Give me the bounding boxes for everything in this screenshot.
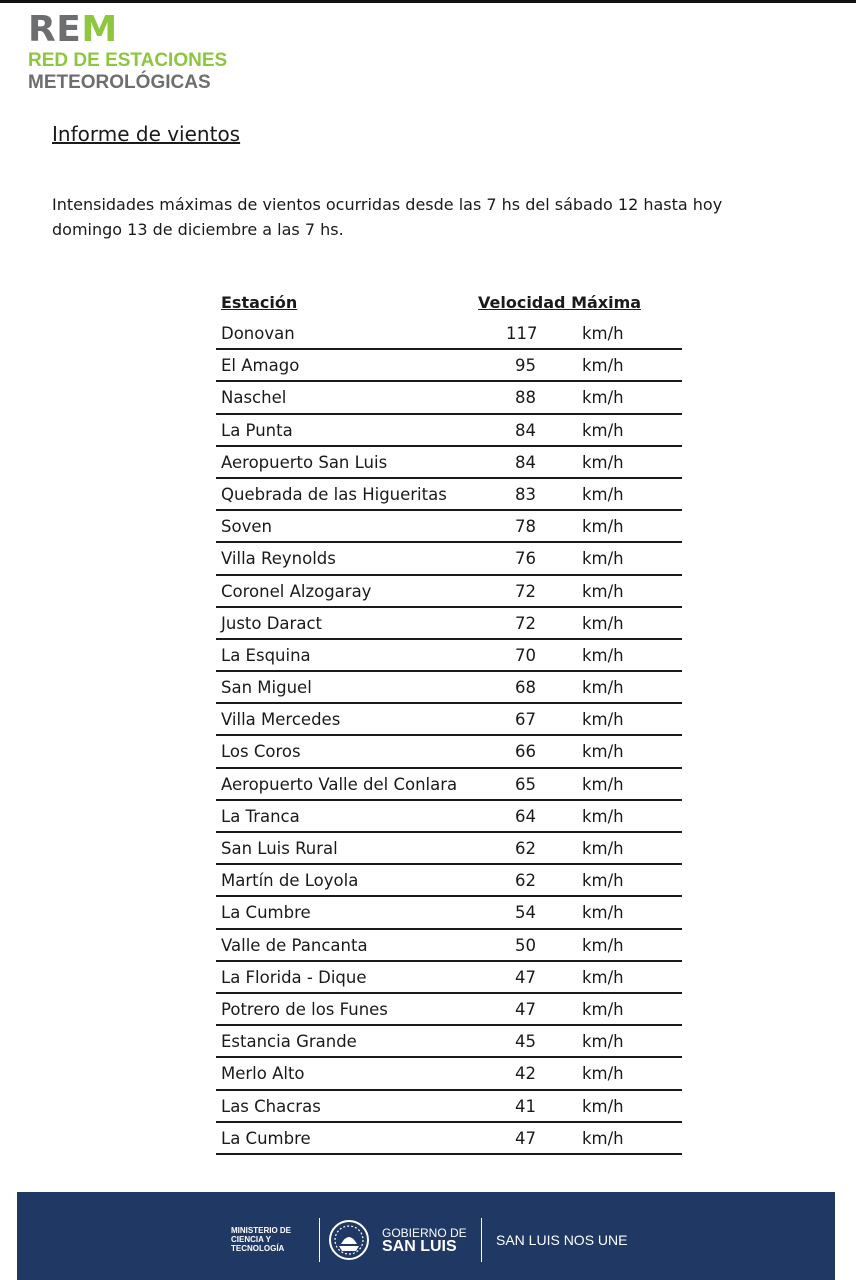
max-speed-value: 54 <box>515 903 536 923</box>
gov-line-2: SAN LUIS <box>382 1238 457 1255</box>
max-speed-value: 95 <box>515 356 536 376</box>
speed-unit: km/h <box>582 517 624 537</box>
table-row <box>216 576 682 608</box>
max-speed-value: 70 <box>515 645 536 665</box>
report-intro: Intensidades máximas de vientos ocurridas desde las 7 hs del sábado 12 hasta hoy domingo 13 de diciembre a las 7 hs. <box>52 195 723 239</box>
speed-unit: km/h <box>582 678 624 698</box>
station-name: Los Coros <box>221 742 301 762</box>
table-row <box>216 415 682 447</box>
max-speed-value: 76 <box>515 549 536 569</box>
max-speed-value: 72 <box>515 581 536 601</box>
table-row <box>216 479 682 511</box>
table-row <box>216 511 682 543</box>
max-speed-value: 72 <box>515 613 536 633</box>
table-row <box>216 930 682 962</box>
station-name: Merlo Alto <box>221 1064 305 1084</box>
speed-unit: km/h <box>582 742 624 762</box>
table-row <box>216 962 682 994</box>
table-header <box>216 290 682 318</box>
station-name: Potrero de los Funes <box>221 999 388 1019</box>
station-name: Villa Mercedes <box>221 710 341 730</box>
table-row <box>216 1123 682 1155</box>
table-body <box>216 318 682 1155</box>
speed-unit: km/h <box>582 645 624 665</box>
table-row <box>216 382 682 414</box>
max-speed-value: 68 <box>515 678 536 698</box>
table-row <box>216 865 682 897</box>
max-speed-value: 65 <box>515 774 536 794</box>
speed-unit: km/h <box>582 420 624 440</box>
footer-divider <box>319 1218 320 1262</box>
station-name: Justo Daract <box>221 613 322 633</box>
speed-unit: km/h <box>582 774 624 794</box>
table-row <box>216 833 682 865</box>
speed-unit: km/h <box>582 388 624 408</box>
table-row <box>216 1026 682 1058</box>
station-name: Soven <box>221 517 272 537</box>
speed-unit: km/h <box>582 1096 624 1116</box>
max-speed-value: 84 <box>515 452 536 472</box>
logo-abbr-accent: M <box>81 9 118 50</box>
speed-unit: km/h <box>582 452 624 472</box>
speed-unit: km/h <box>582 1032 624 1052</box>
footer-banner <box>17 1192 835 1280</box>
speed-unit: km/h <box>582 484 624 504</box>
government-logo <box>382 1226 467 1254</box>
max-speed-value: 47 <box>515 1128 536 1148</box>
speed-unit: km/h <box>582 871 624 891</box>
table-row <box>216 608 682 640</box>
max-speed-value: 117 <box>506 324 538 343</box>
speed-unit: km/h <box>582 935 624 955</box>
table-row <box>216 897 682 929</box>
wind-table <box>216 290 682 1155</box>
speed-unit: km/h <box>582 324 624 343</box>
station-name: Coronel Alzogaray <box>221 581 372 601</box>
speed-unit: km/h <box>582 356 624 376</box>
station-name: Valle de Pancanta <box>221 935 368 955</box>
slogan: SAN LUIS NOS UNE <box>496 1232 628 1248</box>
logo-abbreviation <box>28 10 227 50</box>
max-speed-value: 64 <box>515 806 536 826</box>
table-row <box>216 769 682 801</box>
max-speed-value: 45 <box>515 1032 536 1052</box>
speed-unit: km/h <box>582 806 624 826</box>
table-row <box>216 447 682 479</box>
max-speed-value: 66 <box>515 742 536 762</box>
max-speed-value: 47 <box>515 999 536 1019</box>
speed-unit: km/h <box>582 581 624 601</box>
coat-of-arms-icon <box>327 1218 371 1262</box>
report-title: Informe de vientos <box>52 122 241 146</box>
max-speed-value: 62 <box>515 871 536 891</box>
station-name: El Amago <box>221 356 300 376</box>
header-max-speed: Velocidad Máxima <box>478 293 642 312</box>
speed-unit: km/h <box>582 710 624 730</box>
max-speed-value: 62 <box>515 839 536 858</box>
speed-unit: km/h <box>582 999 624 1019</box>
table-row <box>216 994 682 1026</box>
max-speed-value: 47 <box>515 967 536 987</box>
table-row <box>216 1058 682 1090</box>
max-speed-value: 67 <box>515 710 536 730</box>
max-speed-value: 83 <box>515 484 536 504</box>
speed-unit: km/h <box>582 839 624 858</box>
table-row <box>216 640 682 672</box>
station-name: Martín de Loyola <box>221 871 359 891</box>
station-name: Donovan <box>221 324 295 343</box>
max-speed-value: 78 <box>515 517 536 537</box>
footer-divider <box>481 1218 482 1262</box>
top-border <box>0 0 856 3</box>
ministry-label: MINISTERIO DE CIENCIA Y TECNOLOGÍA <box>231 1226 292 1253</box>
speed-unit: km/h <box>582 1064 624 1084</box>
header-station: Estación <box>221 293 298 312</box>
max-speed-value: 41 <box>515 1096 536 1116</box>
station-name: San Luis Rural <box>221 839 338 858</box>
station-name: Naschel <box>221 388 287 408</box>
table-row <box>216 350 682 382</box>
table-row <box>216 318 682 350</box>
max-speed-value: 88 <box>515 388 536 408</box>
logo-line-1: RED DE ESTACIONES <box>28 50 228 71</box>
gov-line-1: GOBIERNO DE <box>382 1226 467 1240</box>
speed-unit: km/h <box>582 967 624 987</box>
table-row <box>216 1091 682 1123</box>
table-row <box>216 801 682 833</box>
station-name: Villa Reynolds <box>221 549 336 569</box>
table-row <box>216 704 682 736</box>
logo-abbr-main: RE <box>28 9 82 50</box>
table-row <box>216 672 682 704</box>
station-name: La Esquina <box>221 645 311 665</box>
station-name: San Miguel <box>221 678 312 698</box>
station-name: Aeropuerto Valle del Conlara <box>221 774 458 794</box>
station-name: Aeropuerto San Luis <box>221 452 388 472</box>
logo-line-2: METEOROLÓGICAS <box>28 72 211 93</box>
station-name: La Cumbre <box>221 1128 311 1148</box>
table-row <box>216 736 682 768</box>
speed-unit: km/h <box>582 903 624 923</box>
max-speed-value: 42 <box>515 1064 536 1084</box>
max-speed-value: 50 <box>515 935 536 955</box>
speed-unit: km/h <box>582 613 624 633</box>
station-name: La Florida - Dique <box>221 967 367 987</box>
station-name: La Tranca <box>221 806 300 826</box>
table-row <box>216 543 682 575</box>
station-name: La Punta <box>221 420 293 440</box>
station-name: Las Chacras <box>221 1096 321 1116</box>
station-name: Estancia Grande <box>221 1032 357 1052</box>
rem-logo <box>28 10 227 94</box>
station-name: Quebrada de las Higueritas <box>221 484 447 504</box>
speed-unit: km/h <box>582 1128 624 1148</box>
speed-unit: km/h <box>582 549 624 569</box>
max-speed-value: 84 <box>515 420 536 440</box>
station-name: La Cumbre <box>221 903 311 923</box>
